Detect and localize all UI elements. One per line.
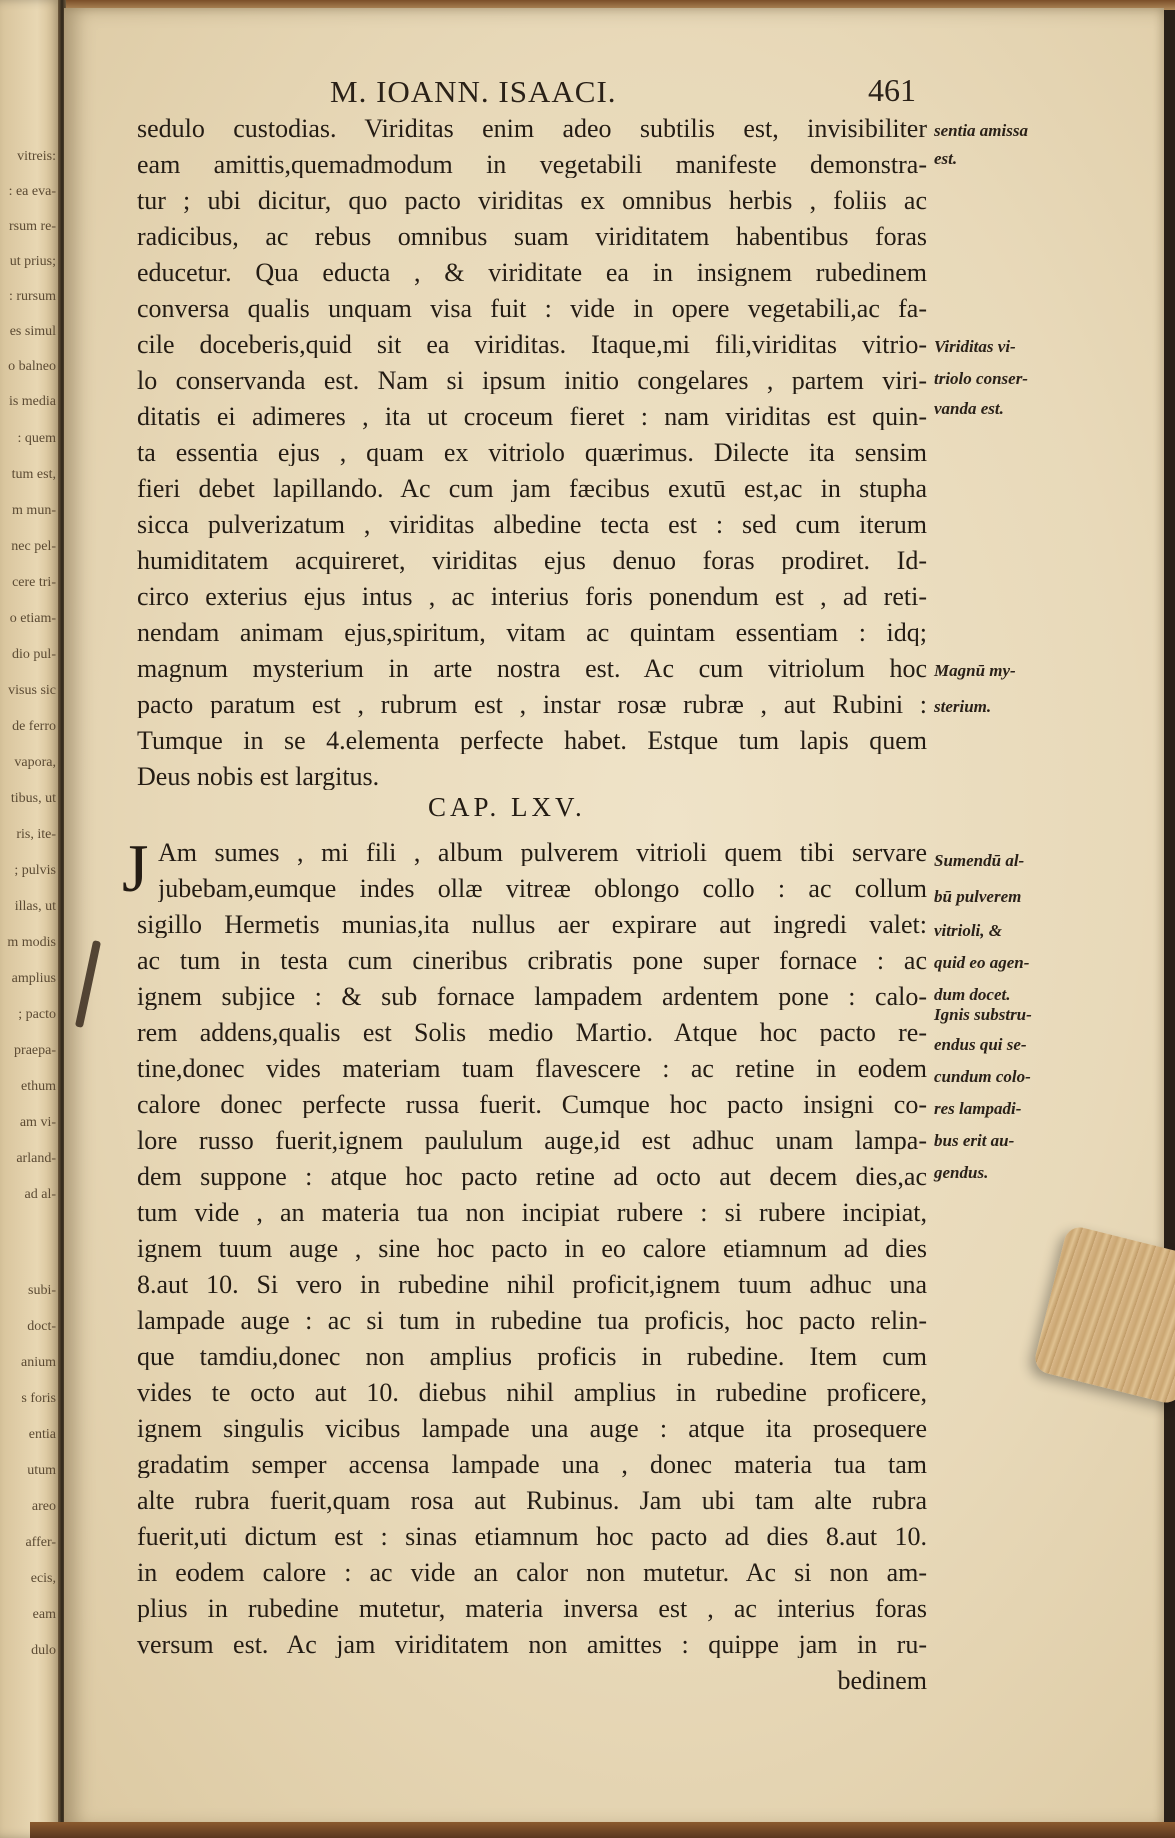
marginal-note: res lampadi- [934, 1099, 1022, 1118]
left-fragment: anium [21, 1355, 56, 1370]
left-fragment: illas, ut [14, 899, 56, 914]
text-line: 8.aut 10. Si vero in rubedine nihil proficit,ignem tuum adhuc una [137, 1272, 927, 1298]
text-line: educetur. Qua educta , & viriditate ea in insignem rubedinem [137, 260, 927, 286]
left-fragment: ecis, [30, 1571, 56, 1586]
text-line: in eodem calore : ac vide an calor non mutetur. Ac si non am- [137, 1560, 927, 1586]
marginal-note: cundum colo- [934, 1067, 1031, 1086]
left-fragment: vitreis: [17, 149, 56, 164]
text-line: lore russo fuerit,ignem paululum auge,id est adhuc unam lampa- [137, 1128, 927, 1154]
text-line: alte rubra fuerit,quam rosa aut Rubinus. Jam ubi tam alte rubra [137, 1488, 927, 1514]
chapter-heading: CAP. LXV. [428, 792, 586, 822]
text-line: vides te octo aut 10. diebus nihil amplius in rubedine proficere, [137, 1380, 927, 1406]
marginal-note: Sumendū al- [934, 851, 1025, 870]
text-line: nendam animam ejus,spiritum, vitam ac quintam essentiam : idq; [137, 620, 927, 646]
marginal-note: Magnū my- [934, 661, 1016, 680]
text-line: ignem subjice : & sub fornace lampadem ardentem pone : calo- [137, 984, 927, 1010]
text-line: ac tum in testa cum cineribus cribratis pone super fornace : ac [137, 948, 927, 974]
text-line: radicibus, ac rebus omnibus suam viriditatem habentibus foras [137, 224, 927, 250]
text-line: cile doceberis,quid sit ea viriditas. Itaque,mi fili,viriditas vitrio- [137, 332, 927, 358]
marginal-note: bus erit au- [934, 1131, 1015, 1150]
left-fragment: am vi- [19, 1115, 56, 1130]
text-line: tum vide , an materia tua non incipiat rubere : si rubere incipiat, [137, 1200, 927, 1226]
left-fragment: m modis [7, 935, 56, 950]
text-line: Deus nobis est largitus. [137, 764, 380, 790]
left-fragment: subi- [28, 1283, 56, 1298]
text-line: versum est. Ac jam viriditatem non amittes : quippe jam in ru- [137, 1632, 927, 1658]
text-line: jubebam,eumque indes ollæ vitreæ oblongo collo : ac collum [158, 876, 927, 902]
running-head: M. IOANN. ISAACI. [330, 74, 617, 109]
left-fragment: : quem [17, 431, 56, 446]
text-line: conversa qualis unquam visa fuit : vide in opere vegetabili,ac fa- [137, 296, 927, 322]
page-number: 461 [868, 72, 916, 108]
text-line: pacto paratum est , rubrum est , instar rosæ rubræ , aut Rubini : [137, 692, 927, 718]
text-line: que tamdiu,donec non amplius proficis in rubedine. Item cum [137, 1344, 927, 1370]
left-fragment: areo [31, 1499, 56, 1514]
previous-page-edge [0, 0, 62, 1838]
left-fragment: visus sic [8, 683, 56, 698]
drop-cap: J [122, 830, 149, 906]
left-fragment: nec pel- [11, 539, 56, 554]
marginal-note: sterium. [934, 697, 992, 716]
text-line: tur ; ubi dicitur, quo pacto viriditas ex omnibus herbis , foliis ac [137, 188, 927, 214]
left-fragment: ; pacto [18, 1007, 56, 1022]
left-fragment: es simul [9, 324, 56, 339]
left-fragment: s foris [21, 1391, 56, 1406]
text-line: fieri debet lapillando. Ac cum jam fæcibus exutū est,ac in stupha [137, 476, 927, 502]
text-line: lampade auge : ac si tum in rubedine tua proficis, hoc pacto relin- [137, 1308, 927, 1334]
left-fragment: : ea eva- [8, 184, 56, 199]
left-fragment: praepa- [14, 1043, 56, 1058]
text-line: plius in rubedine mutetur, materia inversa est , ac interius foras [137, 1596, 927, 1622]
marginal-note: est. [934, 149, 958, 168]
left-fragment: eam [32, 1607, 56, 1622]
left-fragment: amplius [11, 971, 56, 986]
left-fragment: dio pul- [12, 647, 56, 662]
marginal-note: Viriditas vi- [934, 337, 1016, 356]
book-bottom-edge [30, 1822, 1175, 1838]
left-fragment: is media [8, 394, 56, 409]
left-fragment: tum est, [11, 467, 56, 482]
text-line: circo exterius ejus intus , ac interius foris ponendum est , ad reti- [137, 584, 927, 610]
text-line: ignem tuum auge , sine hoc pacto in eo calore etiamnum ad dies [137, 1236, 927, 1262]
marginal-note: gendus. [934, 1163, 989, 1182]
marginal-note: quid eo agen- [934, 953, 1030, 972]
left-fragment: vapora, [14, 755, 56, 770]
left-fragment: doct- [27, 1319, 56, 1334]
left-fragment: ut prius; [9, 254, 56, 269]
text-line: sicca pulverizatum , viriditas albedine tecta est : sed cum iterum [137, 512, 927, 538]
text-line: ignem singulis vicibus lampade una auge : atque ita prosequere [137, 1416, 927, 1442]
left-fragment: utum [27, 1463, 56, 1478]
left-fragment: ; pulvis [14, 863, 56, 878]
marginal-note: Ignis substru- [934, 1005, 1032, 1024]
text-line: lo conservanda est. Nam si ipsum initio congelares , partem viri- [137, 368, 927, 394]
left-fragment: arland- [16, 1151, 56, 1166]
left-fragment: m mun- [12, 503, 56, 518]
left-fragment: de ferro [12, 719, 56, 734]
text-line: ditatis ei adimeres , ita ut croceum fieret : nam viriditas est quin- [137, 404, 927, 430]
text-line: calore donec perfecte russa fuerit. Cumque hoc pacto insigni co- [137, 1092, 927, 1118]
left-fragment: dulo [31, 1643, 56, 1658]
marginal-note: bū pulverem [934, 887, 1022, 906]
left-fragment: : rursum [8, 289, 56, 304]
text-line: gradatim semper accensa lampade una , donec materia tua tam [137, 1452, 927, 1478]
left-fragment: cere tri- [12, 575, 56, 590]
left-fragment: o balneo [8, 359, 56, 374]
text-line: rem addens,qualis est Solis medio Martio. Atque hoc pacto re- [137, 1020, 927, 1046]
left-fragment: o etiam- [9, 611, 56, 626]
marginal-note: endus qui se- [934, 1035, 1027, 1054]
text-line: magnum mysterium in arte nostra est. Ac cum vitriolum hoc [137, 656, 927, 682]
marginal-note: dum docet. [934, 985, 1011, 1004]
text-line: Tumque in se 4.elementa perfecte habet. Estque tum lapis quem [137, 728, 927, 754]
marginal-note: sentia amissa [934, 121, 1028, 140]
text-line: tine,donec vides materiam tuam flavescere : ac retine in eodem [137, 1056, 927, 1082]
left-fragment: entia [28, 1427, 56, 1442]
left-fragment: ad al- [24, 1187, 56, 1202]
left-fragment: affer- [25, 1535, 56, 1550]
text-line: sigillo Hermetis munias,ita nullus aer expirare aut ingredi valet: [137, 912, 927, 938]
left-fragment: rsum re- [8, 219, 56, 234]
text-line: sedulo custodias. Viriditas enim adeo subtilis est, invisibiliter [137, 116, 927, 142]
left-fragment: tibus, ut [10, 791, 56, 806]
text-line: fuerit,uti dictum est : sinas etiamnum hoc pacto ad dies 8.aut 10. [137, 1524, 927, 1550]
text-line: Am sumes , mi fili , album pulverem vitrioli quem tibi servare [158, 840, 927, 866]
marginal-note: triolo conser- [934, 369, 1028, 388]
text-line: eam amittis,quemadmodum in vegetabili manifeste demonstra- [137, 152, 927, 178]
text-line: humiditatem acquireret, viriditas ejus denuo foras prodiret. Id- [137, 548, 927, 574]
left-fragment: ethum [21, 1079, 56, 1094]
catchword: bedinem [837, 1668, 927, 1694]
marginal-note: vitrioli, & [934, 921, 1002, 940]
marginal-note: vanda est. [934, 399, 1004, 418]
left-fragment: ris, ite- [16, 827, 56, 842]
text-line: ta essentia ejus , quam ex vitriolo quærimus. Dilecte ita sensim [137, 440, 927, 466]
text-line: dem suppone : atque hoc pacto retine ad octo aut decem dies,ac [137, 1164, 927, 1190]
